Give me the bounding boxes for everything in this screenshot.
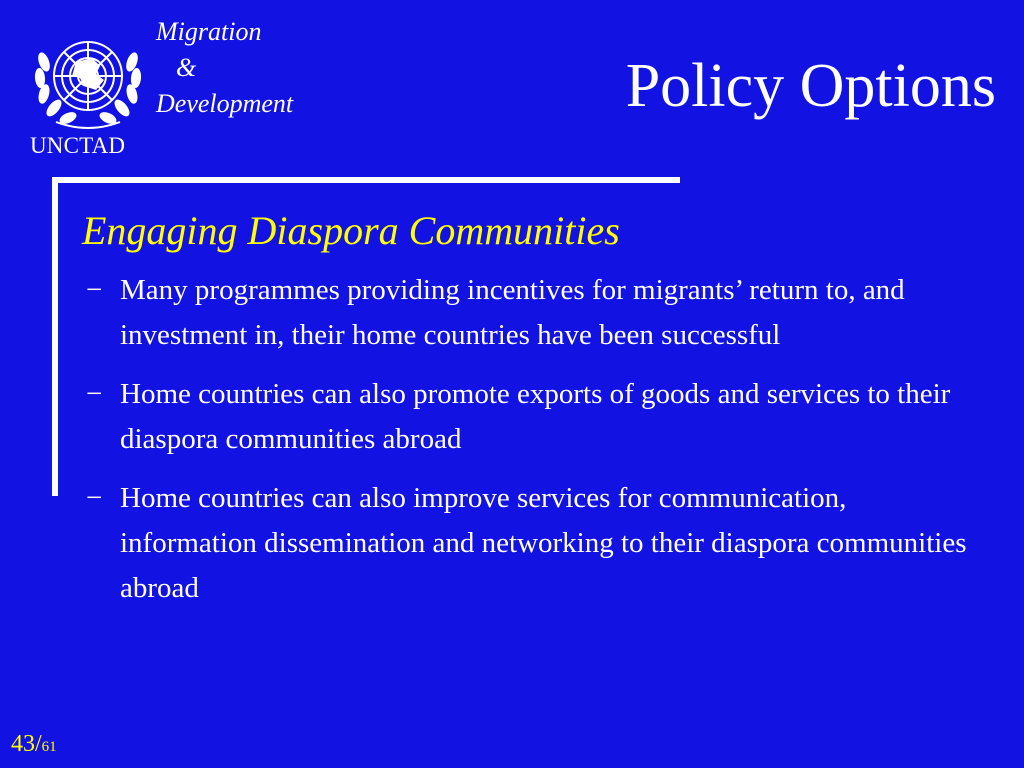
- page-current: 43/: [11, 731, 42, 757]
- bullet-text: Home countries can also promote exports of goods and services to their diaspora communities abroad: [120, 378, 951, 455]
- page-number: [11, 731, 57, 758]
- dash-bullet-icon: −: [86, 378, 103, 410]
- bullet-item: [82, 372, 982, 462]
- dash-bullet-icon: −: [86, 482, 103, 514]
- org-label: UNCTAD: [30, 133, 126, 158]
- frame-top-line: [52, 177, 680, 183]
- section-subtitle: Engaging Diaspora Communities: [82, 208, 620, 253]
- brand-line-migration: Migration: [156, 17, 262, 46]
- bullet-item: [82, 476, 982, 611]
- bullet-text: Many programmes providing incentives for migrants’ return to, and investment in, their home countries have been successful: [120, 274, 905, 351]
- page-total: 61: [41, 739, 57, 755]
- brand-line-development: Development: [156, 89, 294, 118]
- brand-line-ampersand: &: [176, 53, 197, 82]
- bullet-text: Home countries can also improve services for communication, information dissemination and networking to their diaspora communities abroad: [120, 482, 967, 604]
- bullet-list: [82, 268, 982, 625]
- bullet-item: [82, 268, 982, 358]
- slide-title: Policy Options: [625, 52, 996, 120]
- brand-label: [156, 14, 293, 122]
- dash-bullet-icon: −: [86, 274, 103, 306]
- un-emblem-icon: [26, 22, 150, 134]
- frame-left-line: [52, 177, 58, 496]
